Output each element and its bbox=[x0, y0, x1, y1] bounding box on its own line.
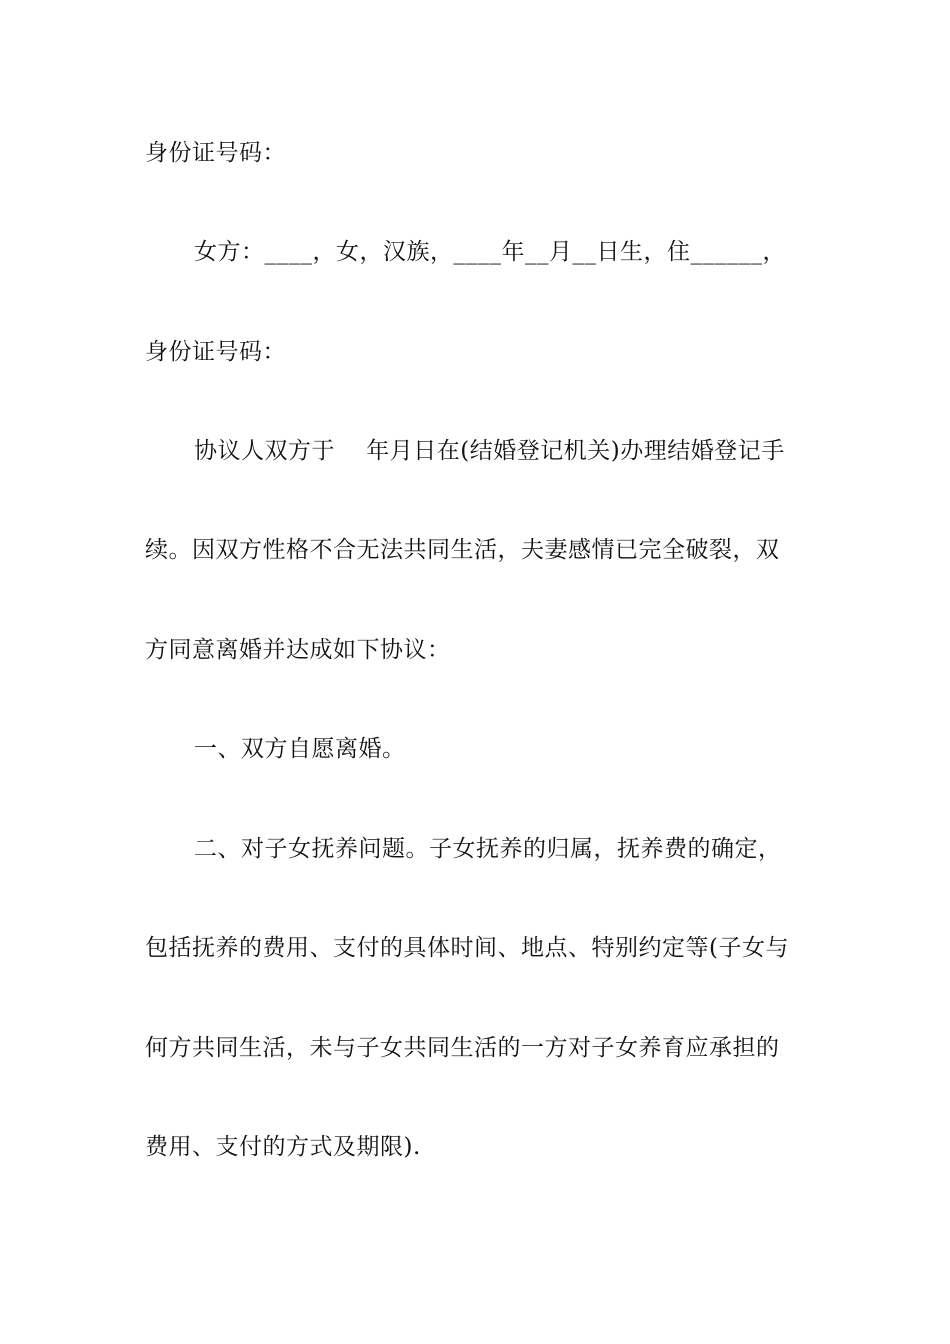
clause-2-line-4: 费用、支付的方式及期限). bbox=[145, 1134, 421, 1160]
clause-2-line-2: 包括抚养的费用、支付的具体时间、地点、特别约定等(子女与 bbox=[145, 935, 789, 961]
id-number-label-2: 身份证号码： bbox=[145, 339, 286, 365]
agreement-intro-line-3: 方同意离婚并达成如下协议： bbox=[145, 637, 451, 663]
clause-1: 一、双方自愿离婚。 bbox=[194, 736, 406, 762]
clause-2-line-1: 二、对子女抚养问题。子女抚养的归属，抚养费的确定， bbox=[194, 836, 782, 862]
agreement-intro-line-1: 协议人双方于 年月日在(结婚登记机关)办理结婚登记手 bbox=[194, 438, 785, 464]
agreement-intro-line-2: 续。因双方性格不合无法共同生活，夫妻感情已完全破裂，双 bbox=[145, 537, 780, 563]
female-party-line: 女方：____，女，汉族，____年__月__日生，住______， bbox=[194, 239, 786, 265]
clause-2-line-3: 何方共同生活，未与子女共同生活的一方对子女养育应承担的 bbox=[145, 1035, 780, 1061]
id-number-label-1: 身份证号码： bbox=[145, 140, 286, 166]
